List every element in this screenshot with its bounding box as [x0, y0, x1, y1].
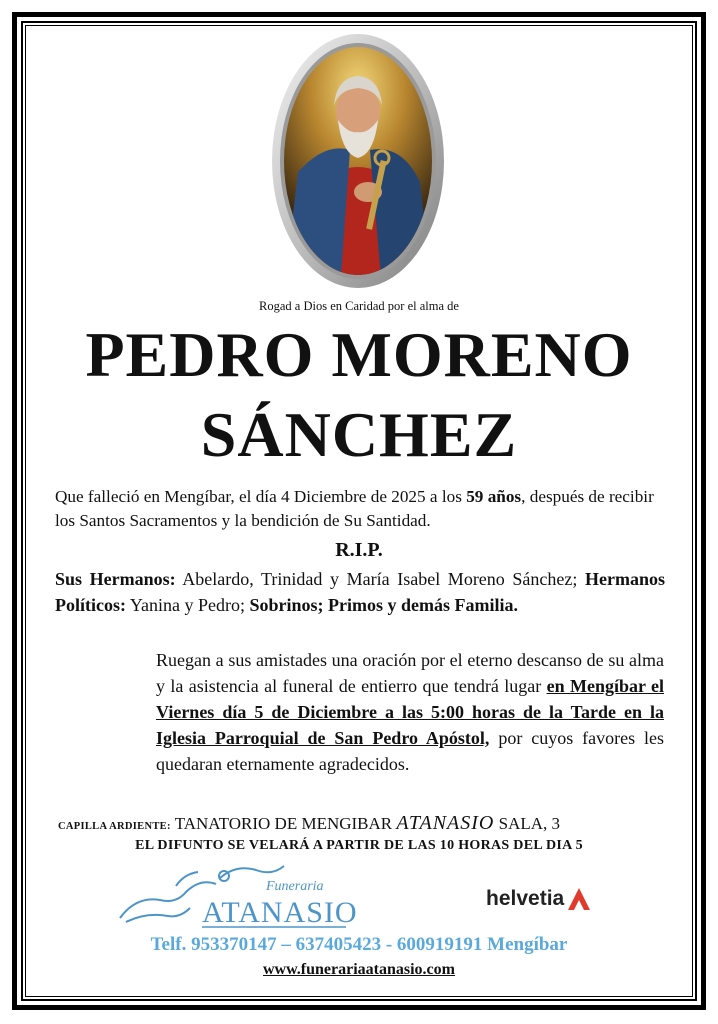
inlaws: Yanina y Pedro;	[125, 595, 250, 615]
funeral-details: en Mengíbar el Viernes día 5 de Diciembre a las 5:00 horas de la Tarde en la Iglesia Parroquial de San Pedro Apóstol,	[156, 676, 665, 748]
funeraria-label: Funeraria	[266, 879, 324, 894]
chapel-place: TANATORIO DE MENGIBAR	[170, 814, 397, 833]
prayer-text-1: Ruegan a sus amistades una oración por el eterno descanso de su alma y la asistencia al funeral de entierro que tendrá lugar	[156, 650, 664, 696]
website-link[interactable]: www.funerariaatanasio.com	[263, 961, 455, 978]
other-family: Sobrinos; Primos y demás Familia.	[249, 595, 518, 615]
helvetia-logo	[486, 884, 592, 914]
wake-info: EL DIFUNTO SE VELARÁ A PARTIR DE LAS 10 HORAS DEL DIA 5	[135, 838, 583, 853]
prayer-text-2: por cuyos favores les quedaran eternamente agradecidos.	[156, 728, 664, 774]
funeraria-atanasio-logo	[116, 856, 356, 932]
chapel-info	[58, 812, 678, 835]
siblings: Abelardo, Trinidad y María Isabel Moreno Sánchez;	[175, 569, 586, 589]
age: 59 años	[466, 487, 522, 506]
pray-text: Rogad a Dios en Caridad por el alma de	[259, 299, 459, 313]
deceased-name-line1: PEDRO MORENO	[85, 319, 633, 390]
family-list	[55, 566, 665, 618]
chapel-brand: ATANASIO	[396, 812, 495, 834]
deceased-name-line2: SÁNCHEZ	[200, 399, 518, 470]
saint-portrait	[270, 32, 446, 290]
chapel-room: SALA, 3	[494, 814, 561, 833]
helvetia-mark-icon	[566, 886, 592, 912]
intro-text-2: , después de recibir los Santos Sacramentos y la bendición de Su Santidad.	[55, 487, 654, 530]
chapel-label: CAPILLA ARDIENTE:	[58, 821, 171, 832]
contact-phones: Telf. 953370147 – 637405423 - 600919191 Mengíbar	[150, 934, 568, 955]
prayer-request	[156, 647, 664, 777]
death-notice-intro	[55, 485, 665, 533]
intro-text-1: Que falleció en Mengíbar, el día 4 Diciembre de 2025 a los	[55, 487, 467, 506]
atanasio-label: ATANASIO	[202, 896, 356, 929]
siblings-label: Sus Hermanos:	[55, 569, 176, 589]
inlaws-label: Hermanos Políticos:	[55, 569, 666, 615]
helvetia-label: helvetia	[486, 887, 565, 910]
rip-text: R.I.P.	[335, 539, 383, 561]
